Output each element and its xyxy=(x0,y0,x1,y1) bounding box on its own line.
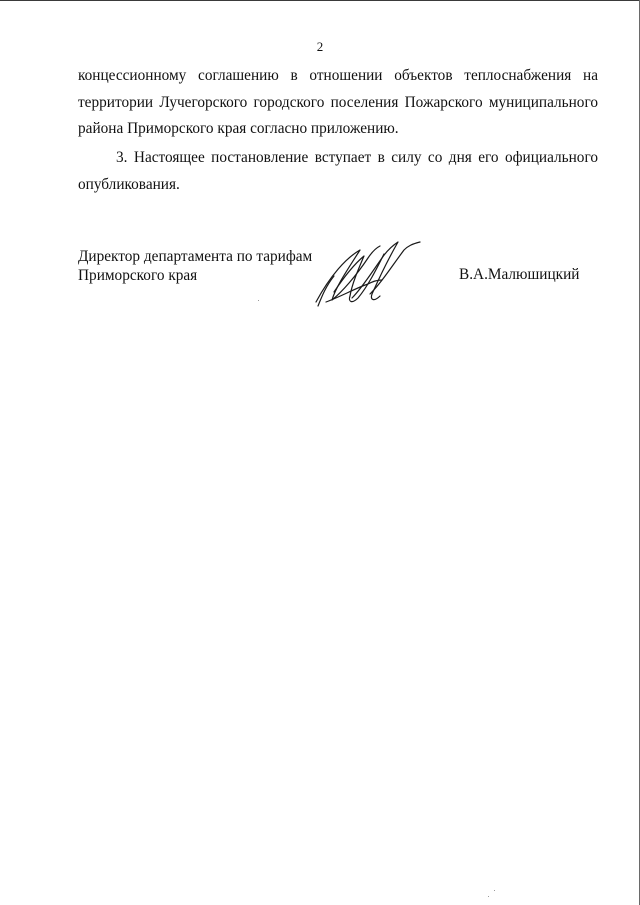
scan-edge-top xyxy=(0,0,640,1)
signer-position xyxy=(78,247,312,285)
scan-speck xyxy=(494,890,495,891)
paragraph-effective-date xyxy=(78,145,598,198)
signer-position-line: Директор департамента по тарифам xyxy=(78,248,313,265)
scan-speck xyxy=(258,300,259,301)
text-line: концессионному соглашению в отношении объектов теплоснабжения на xyxy=(78,67,598,84)
text-line: района Приморского края согласно приложению. xyxy=(78,120,399,137)
signer-name: В.А.Малюшицкий xyxy=(459,266,580,283)
handwritten-signature-icon xyxy=(312,236,424,316)
scan-speck xyxy=(488,896,489,897)
text-line: территории Лучегорского городского поселения Пожарского муниципального xyxy=(78,93,598,111)
text-line: опубликования. xyxy=(78,175,180,193)
text-line: 3. Настоящее постановление вступает в силу со дня его официального xyxy=(116,149,598,166)
signer-position-line: Приморского края xyxy=(78,267,198,284)
paragraph-concession xyxy=(78,63,598,143)
page-number: 2 xyxy=(316,39,324,54)
